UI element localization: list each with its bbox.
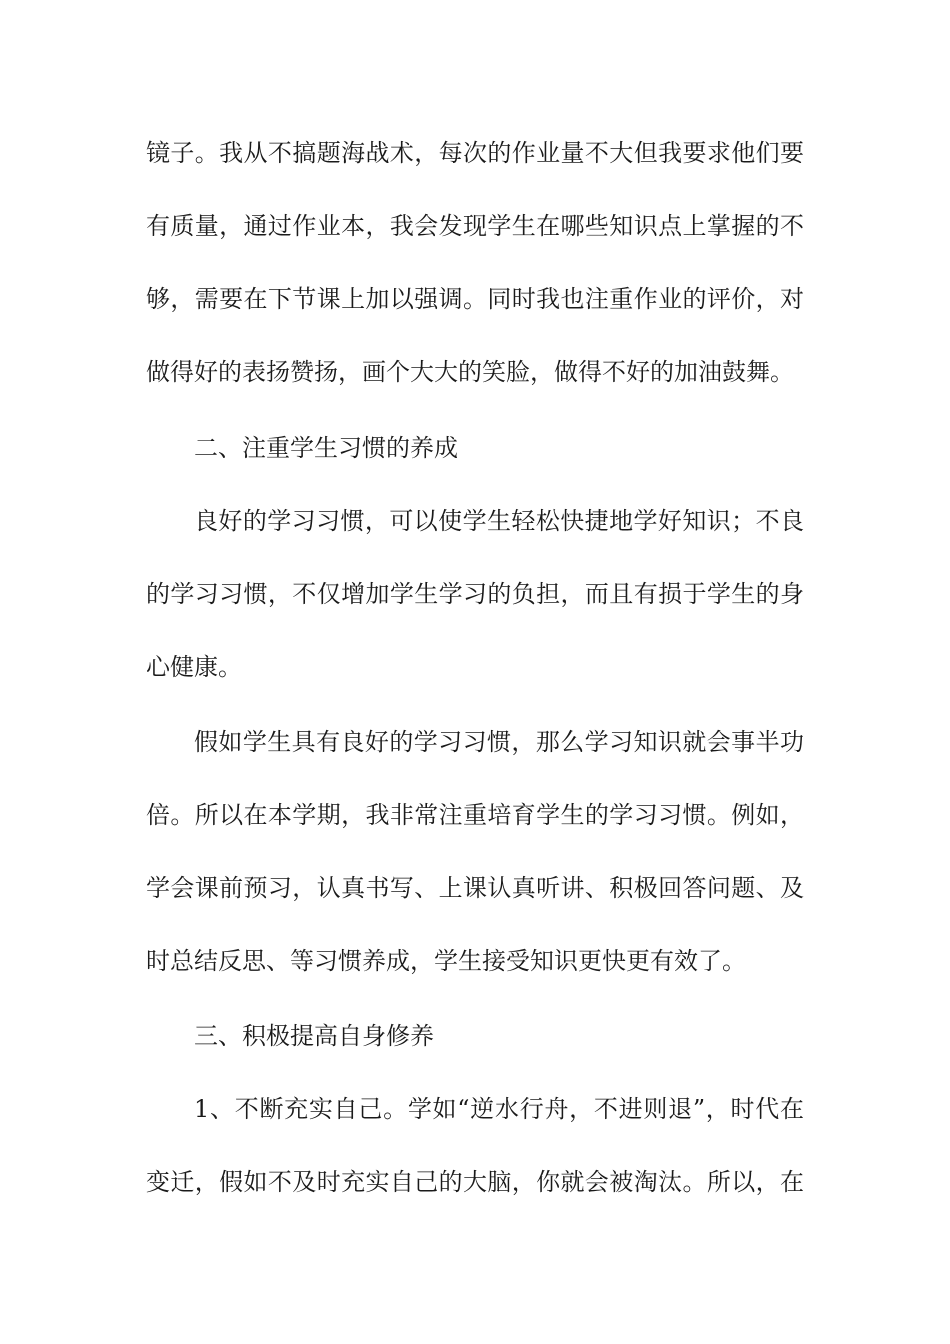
paragraph-line-2: 有质量，通过作业本，我会发现学生在哪些知识点上掌握的不 <box>146 212 804 240</box>
paragraph-line-6: 的学习习惯，不仅增加学生学习的负担，而且有损于学生的身 <box>146 580 804 608</box>
paragraph-line-10: 学会课前预习，认真书写、上课认真听讲、积极回答问题、及 <box>146 874 804 902</box>
paragraph-line-4: 做得好的表扬赞扬，画个大大的笑脸，做得不好的加油鼓舞。 <box>146 358 794 386</box>
section-heading-3: 三、积极提高自身修养 <box>194 1022 434 1050</box>
paragraph-line-9: 倍。所以在本学期，我非常注重培育学生的学习习惯。例如， <box>146 801 804 829</box>
paragraph-line-1: 镜子。我从不搞题海战术，每次的作业量不大但我要求他们要 <box>146 139 804 167</box>
paragraph-line-11: 时总结反思、等习惯养成，学生接受知识更快更有效了。 <box>146 947 746 975</box>
paragraph-line-3: 够，需要在下节课上加以强调。同时我也注重作业的评价，对 <box>146 285 804 313</box>
paragraph-line-5: 良好的学习习惯，可以使学生轻松快捷地学好知识；不良 <box>194 507 804 535</box>
section-heading-2: 二、注重学生习惯的养成 <box>194 434 458 462</box>
paragraph-line-7: 心健康。 <box>146 653 242 681</box>
paragraph-line-8: 假如学生具有良好的学习习惯，那么学习知识就会事半功 <box>194 728 804 756</box>
paragraph-line-12: 1、不断充实自己。学如“逆水行舟，不进则退”，时代在 <box>194 1095 804 1123</box>
paragraph-line-13: 变迁，假如不及时充实自己的大脑，你就会被淘汰。所以，在 <box>146 1168 804 1196</box>
